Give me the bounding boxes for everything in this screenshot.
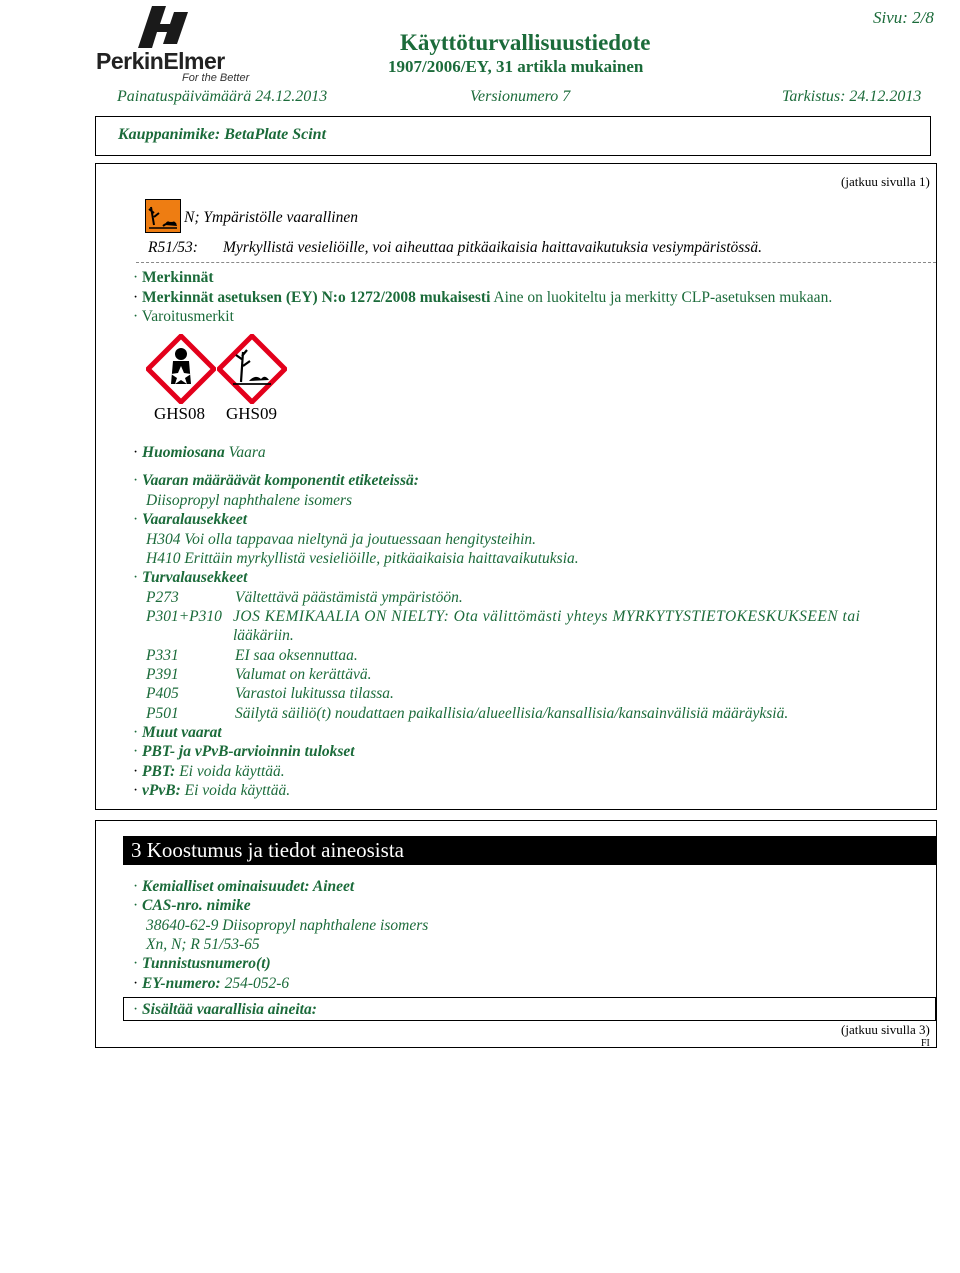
p-code: P301+P310: [146, 608, 222, 625]
vpvb-row: [133, 781, 290, 800]
brand-name: PerkinElmer: [96, 48, 225, 74]
print-date: Painatuspäivämäärä 24.12.2013: [117, 88, 328, 105]
cas-label: · CAS-nro. nimike: [133, 896, 251, 915]
vpvb-label: vPvB:: [142, 782, 181, 799]
p-code: P391: [146, 666, 179, 683]
p-text: JOS KEMIKAALIA ON NIELTY: Ota välittömästi yhteys MYRKYTYSTIETOKESKUKSEEN tai: [233, 608, 861, 625]
language-code: FI: [921, 1038, 930, 1049]
continued-on: (jatkuu sivulla 3): [841, 1022, 930, 1037]
p-code: P405: [146, 685, 179, 702]
page-number: Sivu: 2/8: [873, 8, 934, 27]
p-code: P273: [146, 589, 179, 606]
r-code: R51/53:: [148, 239, 198, 256]
p-text: Säilytä säiliö(t) noudattaen paikallisia/alueellisia/kansallisia/kansainvälisiä määräyksiä.: [235, 705, 789, 722]
pbt-heading: · PBT- ja vPvB-arvioinnin tulokset: [133, 742, 355, 761]
p-text: Vältettävä päästämistä ympäristöön.: [235, 589, 463, 606]
brand-logo: [96, 4, 261, 84]
id-heading: · Tunnistusnumero(t): [133, 954, 271, 973]
brand-mark-icon: [134, 4, 194, 50]
components-value: Diisopropyl naphthalene isomers: [146, 492, 353, 509]
section-2-box: [95, 163, 937, 810]
signal-word-row: [133, 443, 266, 462]
document-title: Käyttöturvallisuustiedote: [400, 30, 651, 55]
version-number: Versionumero 7: [470, 88, 571, 105]
p-text: lääkäriin.: [233, 627, 294, 644]
p-statements-heading: · Turvalausekkeet: [133, 568, 247, 587]
h304-statement: H304 Voi olla tappavaa nieltynä ja joutuessaan hengitysteihin.: [146, 531, 537, 548]
chem-properties: · Kemialliset ominaisuudet: Aineet: [133, 877, 354, 896]
signal-word-label: Huomiosana: [142, 444, 225, 461]
p-text: Varastoi lukitussa tilassa.: [235, 685, 394, 702]
cas-value: 38640-62-9 Diisopropyl naphthalene isomers: [146, 917, 429, 934]
revision-date: Tarkistus: 24.12.2013: [782, 88, 922, 105]
trade-name: Kauppanimike: BetaPlate Scint: [118, 126, 327, 143]
dashed-separator: [136, 262, 936, 263]
pbt-label: PBT:: [142, 763, 176, 780]
ec-number-row: [133, 974, 289, 993]
section-3-title: 3 Koostumus ja tiedot aineosista: [131, 838, 404, 862]
signal-word: Vaara: [228, 444, 266, 461]
health-hazard-icon: [146, 334, 216, 404]
ec-value: 254-052-6: [224, 975, 290, 992]
p-text: EI saa oksennuttaa.: [235, 647, 358, 664]
p-text: Valumat on kerättävä.: [235, 666, 372, 683]
components-heading: · Vaaran määräävät komponentit etiketeissä:: [133, 471, 419, 490]
dangerous-for-environment-icon: [145, 199, 181, 233]
p-code: P331: [146, 647, 179, 664]
continued-from: (jatkuu sivulla 1): [841, 174, 930, 189]
labels-clp-row: [133, 288, 832, 307]
pictograms-heading: · Varoitusmerkit: [133, 307, 234, 326]
other-hazards-heading: · Muut vaarat: [133, 723, 222, 742]
pbt-row: [133, 762, 285, 781]
h-statements-heading: · Vaaralausekkeet: [133, 510, 247, 529]
ec-label: EY-numero:: [142, 975, 221, 992]
labels-clp-label: Merkinnät asetuksen (EY) N:o 1272/2008 mukaisesti: [142, 289, 491, 306]
labels-heading: · Merkinnät: [133, 268, 214, 287]
h410-statement: H410 Erittäin myrkyllistä vesieliöille, pitkäaikaisia haittavaikutuksia.: [146, 550, 579, 567]
hazardous-substances-box: [123, 997, 936, 1021]
section-3-box: [95, 820, 937, 1048]
pbt-value: Ei voida käyttää.: [179, 763, 285, 780]
r-text: Myrkyllistä vesieliöille, voi aiheuttaa pitkäaikaisia haittavaikutuksia vesiympäristössä.: [223, 239, 762, 256]
p-code: P501: [146, 705, 179, 722]
classification: Xn, N; R 51/53-65: [146, 936, 260, 953]
env-symbol-text: N; Ympäristölle vaarallinen: [184, 209, 358, 226]
vpvb-value: Ei voida käyttää.: [184, 782, 291, 799]
section-3-title-bar: [123, 836, 936, 865]
document-subtitle: 1907/2006/EY, 31 artikla mukainen: [388, 57, 644, 76]
brand-tagline: For the Better: [182, 72, 250, 84]
environmental-hazard-icon: [217, 334, 287, 404]
labels-clp-text: Aine on luokiteltu ja merkitty CLP-asetuksen mukaan.: [493, 289, 833, 306]
contains-heading: · Sisältää vaarallisia aineita:: [133, 1000, 317, 1019]
trade-name-box: [95, 116, 931, 156]
pictogram-label-ghs08: GHS08: [154, 404, 206, 423]
pictogram-label-ghs09: GHS09: [226, 404, 278, 423]
